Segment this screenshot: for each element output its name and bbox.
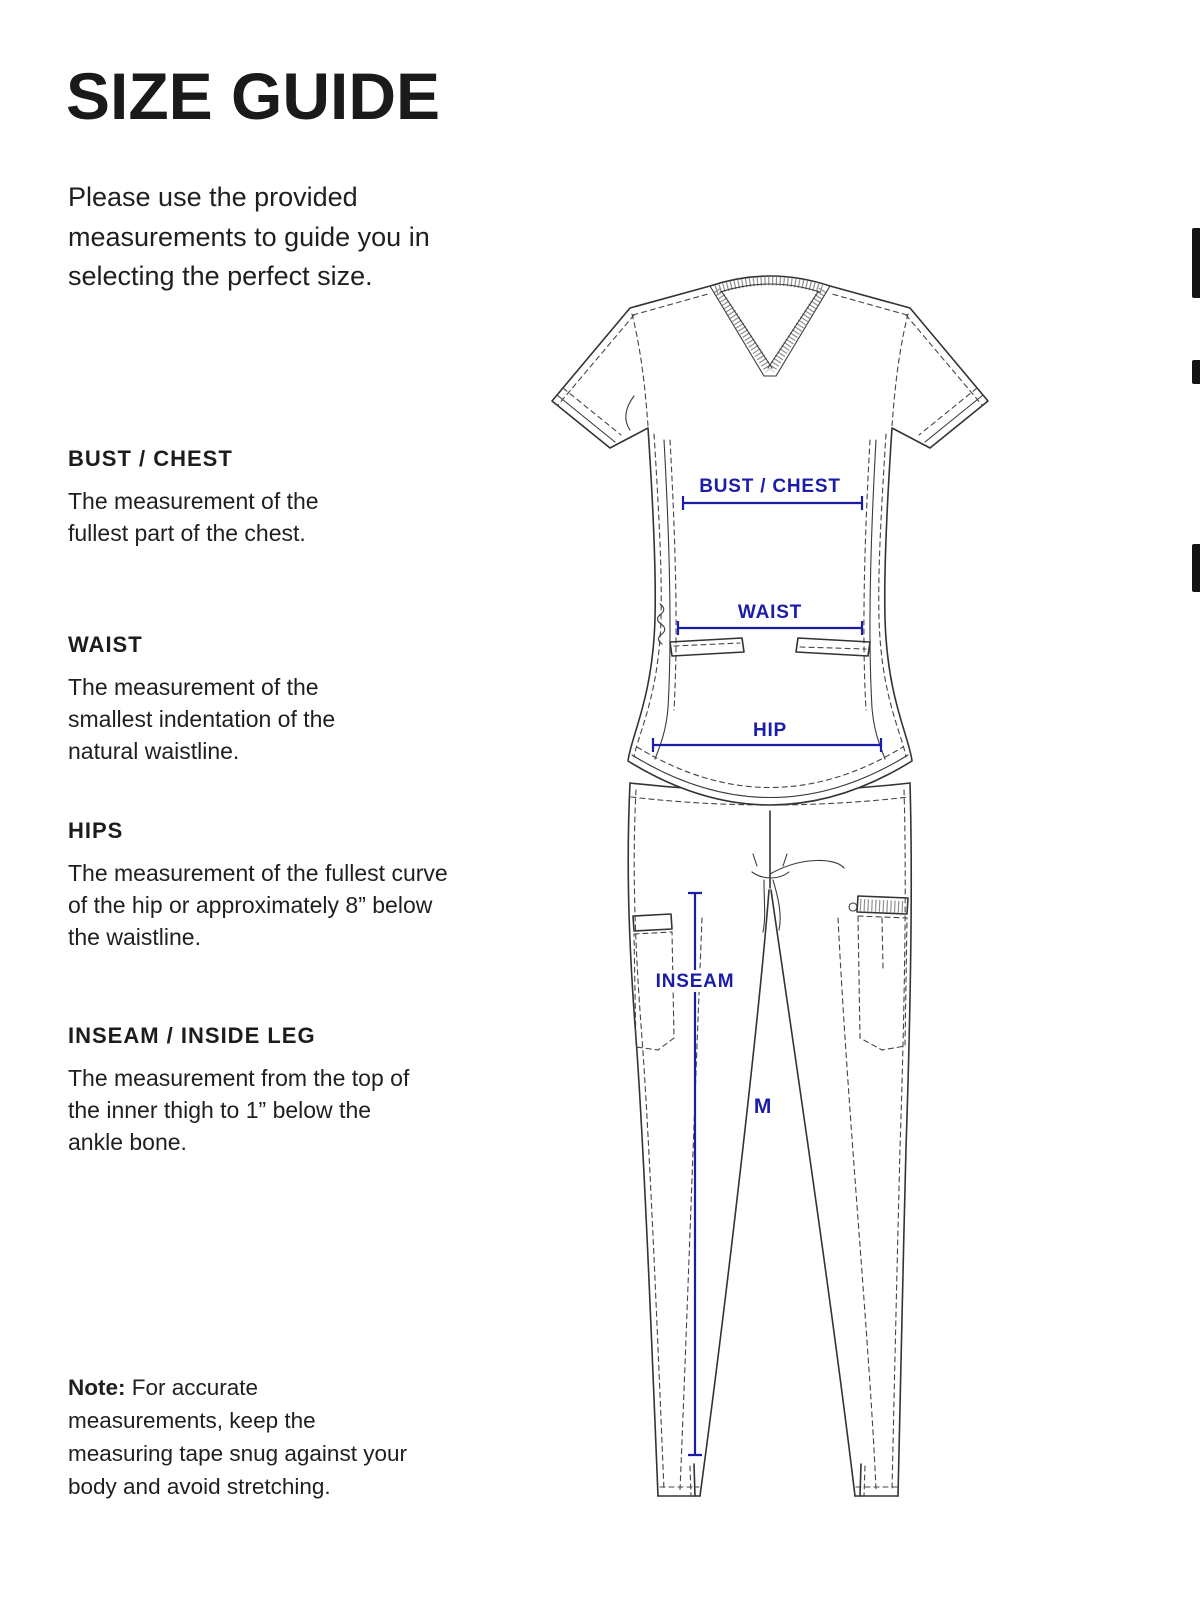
- scrubs-measurement-diagram: [530, 268, 1000, 1530]
- measurement-note: [68, 1372, 416, 1503]
- note-label: Note:: [68, 1375, 126, 1400]
- definition-heading: BUST / CHEST: [68, 446, 233, 471]
- inseam-label: INSEAM: [655, 971, 735, 992]
- definition-heading: HIPS: [68, 818, 124, 843]
- definition-body: The measurement of the fullest curve of the hip or approximately 8” below the waistline.: [68, 860, 448, 951]
- definition-hips: [68, 818, 460, 954]
- right-edge-artifact: [1192, 544, 1200, 592]
- definition-body: The measurement of the fullest part of the chest.: [68, 488, 319, 547]
- right-cargo-pocket: [849, 896, 908, 1050]
- intro-text: Please use the provided measurements to guide you in selecting the perfect size.: [68, 182, 430, 292]
- definition-heading: INSEAM / INSIDE LEG: [68, 1023, 316, 1048]
- waist-label: WAIST: [737, 602, 803, 623]
- definition-waist: [68, 632, 380, 768]
- hip-label: HIP: [752, 720, 788, 741]
- note-body: For accurate measurements, keep the measuring tape snug against your body and avoid stretching.: [68, 1375, 407, 1499]
- size-label: M: [753, 1095, 773, 1118]
- right-edge-artifact: [1192, 360, 1200, 384]
- definition-body: The measurement of the smallest indentation of the natural waistline.: [68, 674, 336, 765]
- scrub-pants-drawing: [628, 783, 911, 1496]
- definition-inseam: [68, 1023, 414, 1159]
- definition-body: The measurement from the top of the inner thigh to 1” below the ankle bone.: [68, 1065, 410, 1156]
- page-title: SIZE GUIDE: [66, 59, 441, 133]
- definition-heading: WAIST: [68, 632, 143, 657]
- right-edge-artifact: [1192, 228, 1200, 298]
- definition-bust-chest: [68, 446, 370, 549]
- bust-label: BUST / CHEST: [699, 476, 841, 497]
